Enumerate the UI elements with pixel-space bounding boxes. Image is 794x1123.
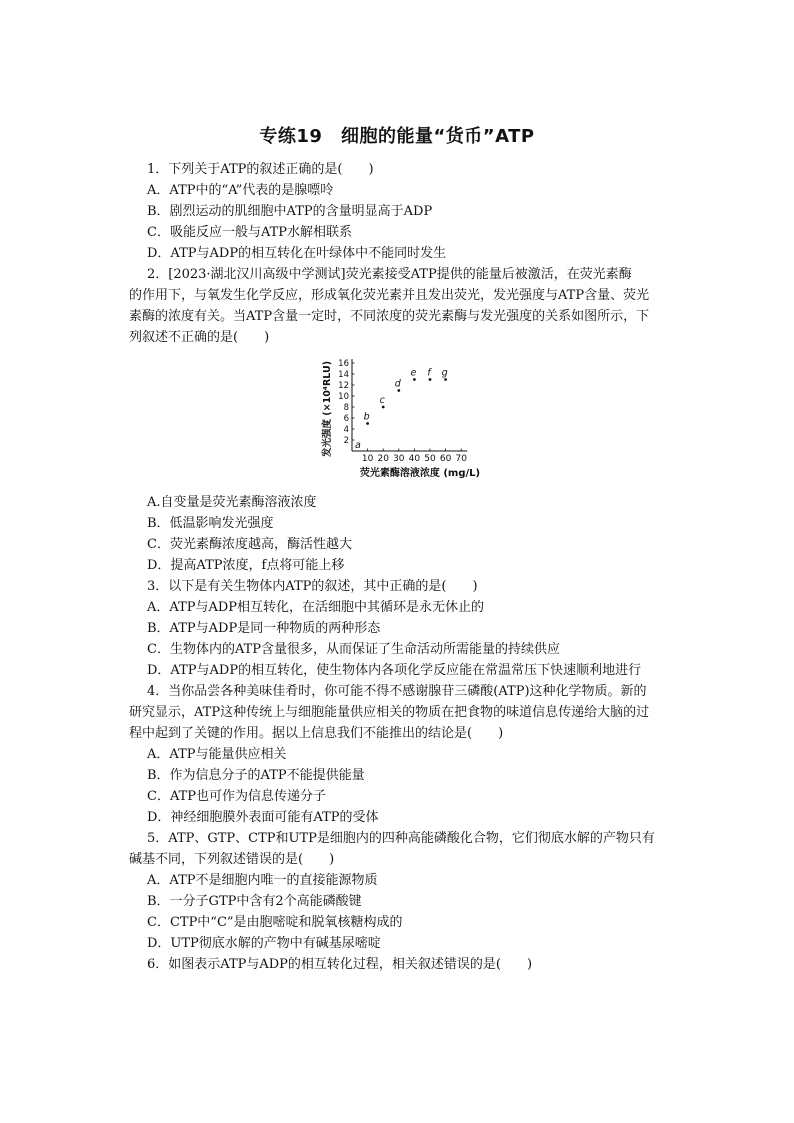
data-point-b (366, 422, 369, 425)
question-4-stem-line-1: 4．当你品尝各种美味佳肴时，你可能不得不感谢腺苷三磷酸(ATP)这种化学物质。新的 (147, 684, 647, 699)
option-4a: A．ATP与能量供应相关 (147, 747, 287, 762)
option-1d: D．ATP与ADP的相互转化在叶绿体中不能同时发生 (147, 246, 447, 261)
option-1a: A．ATP中的“A”代表的是腺嘌呤 (147, 183, 334, 198)
option-2c: C．荧光素酶浓度越高，酶活性越大 (147, 537, 352, 552)
data-point-label-d: d (394, 378, 401, 390)
option-1c: C．吸能反应一般与ATP水解相联系 (147, 225, 353, 240)
y-tick-label: 12 (338, 381, 349, 391)
x-tick-label: 60 (439, 454, 452, 464)
question-6-stem: 6．如图表示ATP与ADP的相互转化过程，相关叙述错误的是( ) (147, 957, 533, 972)
question-5-stem-line-1: 5．ATP、GTP、CTP和UTP是细胞内的四种高能磷酸化合物，它们彻底水解的产物只有 (147, 831, 655, 846)
x-tick-label: 70 (455, 454, 467, 464)
data-point-label-e: e (410, 367, 417, 379)
data-point-label-b: b (363, 411, 370, 423)
data-point-label-c: c (379, 395, 385, 406)
question-2-stem-line-3: 素酶的浓度有关。当ATP含量一定时，不同浓度的荧光素酶与发光强度的关系如图所示，下 (129, 309, 650, 324)
y-tick-label: 6 (343, 414, 349, 424)
option-2a: A.自变量是荧光素酶溶液浓度 (147, 495, 317, 510)
y-tick-label: 4 (343, 425, 349, 435)
option-3b: B．ATP与ADP是同一种物质的两种形态 (147, 621, 381, 636)
question-4-stem-line-2: 研究显示，ATP这种传统上与细胞能量供应相关的物质在把食物的味道信息传递给大脑的过 (129, 705, 650, 720)
y-tick-label: 14 (338, 370, 349, 380)
question-2-stem-line-2: 的作用下，与氧发生化学反应，形成氧化荧光素并且发出荧光，发光强度与ATP含量、荧光 (129, 288, 650, 303)
option-2d: D．提高ATP浓度，f点将可能上移 (147, 558, 345, 573)
option-2b: B．低温影响发光强度 (147, 516, 274, 531)
option-5d: D．UTP彻底水解的产物中有碱基尿嘧啶 (147, 936, 381, 951)
data-point-label-g: g (441, 367, 448, 379)
option-4d: D．神经细胞膜外表面可能有ATP的受体 (147, 810, 379, 825)
y-tick-label: 10 (338, 392, 349, 402)
data-point-f (429, 378, 432, 381)
y-tick-label: 16 (338, 359, 349, 369)
option-4b: B．作为信息分子的ATP不能提供能量 (147, 768, 365, 783)
data-point-label-f: f (427, 367, 431, 379)
page-title: 专练19 细胞的能量“货币”ATP (259, 126, 535, 147)
x-tick-label: 10 (361, 454, 374, 464)
x-tick-label: 40 (408, 454, 421, 464)
x-tick-label: 50 (424, 454, 436, 464)
data-point-e (413, 378, 416, 381)
question-1-stem: 1．下列关于ATP的叙述正确的是( ) (147, 162, 374, 177)
option-3a: A．ATP与ADP相互转化，在活细胞中其循环是永无休止的 (147, 600, 485, 615)
question-3-stem: 3．以下是有关生物体内ATP的叙述，其中正确的是( ) (147, 579, 478, 594)
question-2-stem-line-1: 2．[2023·湖北汉川高级中学测试]荧光素接受ATP提供的能量后被激活，在荧光素酶 (147, 267, 632, 282)
option-3c: C．生物体内的ATP含量很多，从而保证了生命活动所需能量的持续供应 (147, 642, 561, 657)
data-point-d (397, 389, 400, 392)
question-2-stem-line-4: 列叙述不正确的是( ) (129, 330, 270, 345)
option-5c: C．CTP中“C”是由胞嘧啶和脱氧核糖构成的 (147, 915, 403, 930)
option-4c: C．ATP也可作为信息传递分子 (147, 789, 327, 804)
y-tick-label: 8 (343, 403, 349, 413)
option-5a: A．ATP不是细胞内唯一的直接能源物质 (147, 873, 378, 888)
option-5b: B．一分子GTP中含有2个高能磷酸键 (147, 894, 362, 909)
x-tick-label: 30 (393, 454, 405, 464)
y-tick-label: 2 (343, 436, 349, 446)
option-1b: B．剧烈运动的肌细胞中ATP的含量明显高于ADP (147, 204, 433, 219)
x-tick-label: 20 (377, 454, 389, 464)
question-5-stem-line-2: 碱基不同，下列叙述错误的是( ) (129, 852, 335, 867)
data-point-g (444, 378, 447, 381)
y-axis-label: 发光强度 (×10⁴RLU) (322, 360, 333, 458)
question-4-stem-line-3: 程中起到了关键的作用。据以上信息我们不能推出的结论是( ) (129, 726, 504, 741)
option-3d: D．ATP与ADP的相互转化，使生物体内各项化学反应能在常温常压下快速顺利地进行 (147, 663, 642, 678)
x-axis-label: 荧光素酶溶液浓度 (mg/L) (359, 468, 481, 479)
data-point-c (382, 406, 385, 409)
data-point-label-a: a (355, 440, 361, 451)
luminescence-chart (318, 352, 508, 484)
